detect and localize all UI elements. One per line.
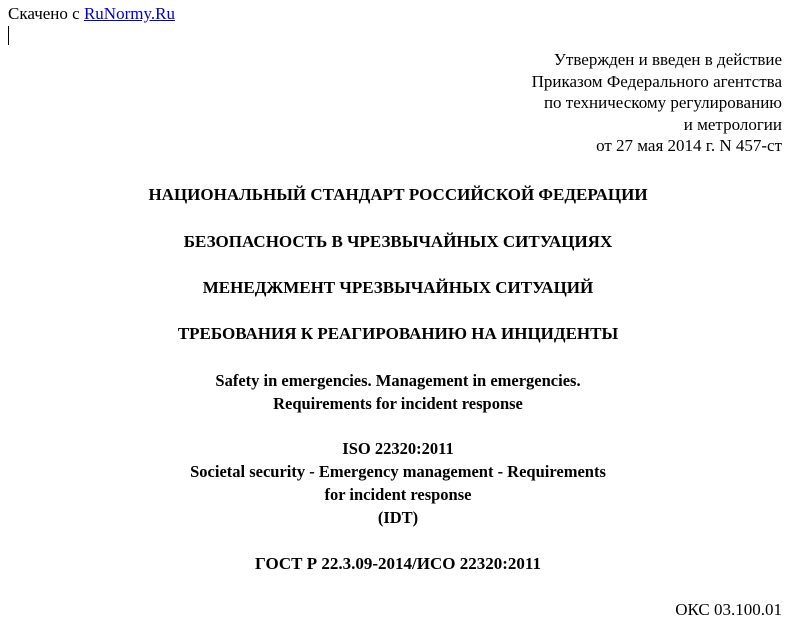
iso-block [0, 437, 790, 529]
approval-line: от 27 мая 2014 г. N 457-ст [596, 136, 782, 155]
oks-code: ОКС 03.100.01 [675, 600, 782, 619]
source-note-prefix: Скачено с [8, 4, 84, 23]
approval-line: Приказом Федерального агентства [531, 71, 782, 91]
gost-designation: ГОСТ Р 22.3.09-2014/ИСО 22320:2011 [255, 554, 541, 573]
approval-line: по техническому регулированию [543, 93, 782, 112]
english-title-line: Requirements for incident response [273, 394, 523, 413]
text-cursor [8, 26, 9, 45]
national-standard-heading: НАЦИОНАЛЬНЫЙ СТАНДАРТ РОССИЙСКОЙ ФЕДЕРАЦИИ [148, 185, 648, 204]
approval-line: и метрологии [683, 114, 782, 134]
iso-title-line: Societal security - Emergency management - Requirements [190, 462, 606, 481]
runormy-link[interactable]: RuNormy.Ru [83, 4, 175, 23]
source-note [8, 4, 175, 23]
iso-code: ISO 22320:2011 [342, 439, 454, 458]
iso-title-line: for incident response [324, 485, 472, 504]
iso-identity: (IDT) [377, 508, 419, 527]
approval-block [532, 49, 782, 157]
english-title-line: Safety in emergencies. Management in emergencies. [215, 371, 581, 390]
safety-heading: БЕЗОПАСНОСТЬ В ЧРЕЗВЫЧАЙНЫХ СИТУАЦИЯХ [183, 232, 613, 251]
english-title [0, 369, 790, 415]
requirements-heading: ТРЕБОВАНИЯ К РЕАГИРОВАНИЮ НА ИНЦИДЕНТЫ [177, 324, 619, 343]
management-heading: МЕНЕДЖМЕНТ ЧРЕЗВЫЧАЙНЫХ СИТУАЦИЙ [202, 278, 594, 297]
approval-line: Утвержден и введен в действие [553, 50, 782, 69]
